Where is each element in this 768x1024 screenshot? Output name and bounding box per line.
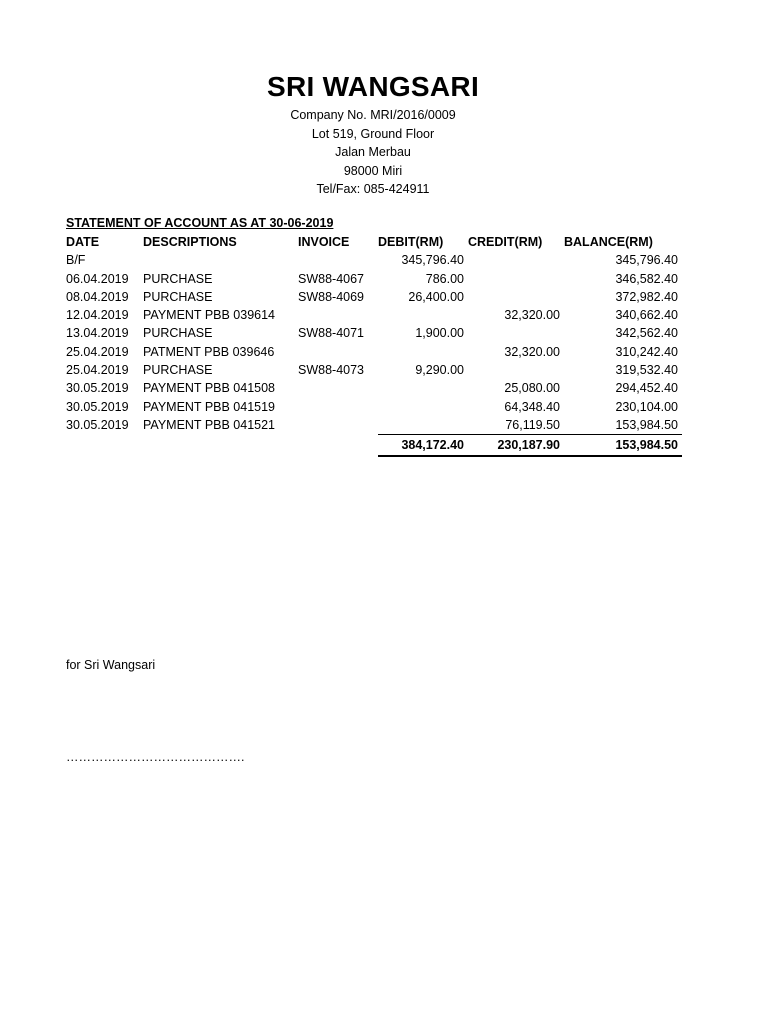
company-name: SRI WANGSARI bbox=[266, 71, 480, 102]
header-invoice: INVOICE bbox=[298, 235, 350, 249]
row-credit bbox=[468, 288, 564, 306]
row-debit bbox=[378, 343, 468, 361]
row-invoice bbox=[298, 398, 378, 416]
letterhead bbox=[0, 68, 746, 199]
table-row bbox=[66, 324, 682, 342]
row-debit: 345,796.40 bbox=[401, 253, 464, 268]
row-balance: 153,984.50 bbox=[615, 417, 678, 432]
row-debit: 786.00 bbox=[425, 271, 464, 286]
header-debit: DEBIT(RM) bbox=[378, 235, 444, 249]
row-debit: 9,290.00 bbox=[415, 363, 464, 378]
row-credit bbox=[468, 324, 564, 342]
row-debit bbox=[378, 398, 468, 416]
signature-line: ……………………………………. bbox=[66, 750, 245, 764]
row-invoice: SW88-4071 bbox=[298, 326, 365, 341]
row-description bbox=[143, 251, 298, 269]
row-balance: 310,242.40 bbox=[615, 344, 678, 359]
table-row bbox=[66, 288, 682, 306]
row-description: PURCHASE bbox=[143, 289, 213, 304]
row-balance: 345,796.40 bbox=[615, 253, 678, 268]
header-descriptions: DESCRIPTIONS bbox=[143, 235, 237, 249]
totals-row bbox=[66, 435, 682, 457]
row-date: 12.04.2019 bbox=[66, 308, 129, 323]
row-date: 30.05.2019 bbox=[66, 418, 129, 433]
row-description: PATMENT PBB 039646 bbox=[143, 344, 275, 359]
row-date: 13.04.2019 bbox=[66, 326, 129, 341]
table-row bbox=[66, 270, 682, 288]
row-credit: 76,119.50 bbox=[505, 417, 560, 432]
row-debit bbox=[378, 306, 468, 324]
row-invoice bbox=[298, 251, 378, 269]
statement-title: STATEMENT OF ACCOUNT AS AT 30-06-2019 bbox=[66, 216, 334, 230]
total-debit: 384,172.40 bbox=[378, 435, 468, 457]
row-date: 30.05.2019 bbox=[66, 381, 129, 396]
row-date: 08.04.2019 bbox=[66, 289, 129, 304]
row-debit: 1,900.00 bbox=[415, 326, 464, 341]
row-invoice bbox=[298, 379, 378, 397]
address-line-2: Jalan Merbau bbox=[335, 145, 411, 159]
header-date: DATE bbox=[66, 235, 100, 249]
address-line-1: Lot 519, Ground Floor bbox=[311, 126, 435, 141]
address-postcode-city: 98000 Miri bbox=[343, 163, 403, 178]
row-invoice bbox=[298, 343, 378, 361]
row-credit bbox=[468, 270, 564, 288]
row-date: 30.05.2019 bbox=[66, 399, 129, 414]
ledger-table bbox=[66, 233, 682, 457]
table-row bbox=[66, 361, 682, 379]
row-credit: 64,348.40 bbox=[504, 399, 560, 414]
row-balance: 230,104.00 bbox=[615, 399, 678, 414]
row-date: 06.04.2019 bbox=[66, 271, 129, 286]
row-credit: 25,080.00 bbox=[504, 381, 560, 396]
signature-for-text: for Sri Wangsari bbox=[66, 658, 156, 672]
table-row bbox=[66, 398, 682, 416]
row-balance: 346,582.40 bbox=[615, 271, 678, 286]
table-row bbox=[66, 306, 682, 324]
row-description: PAYMENT PBB 039614 bbox=[143, 308, 276, 323]
table-row bbox=[66, 379, 682, 397]
row-debit bbox=[378, 416, 468, 435]
row-invoice bbox=[298, 416, 378, 435]
row-date: 25.04.2019 bbox=[66, 344, 129, 359]
row-balance: 372,982.40 bbox=[615, 289, 678, 304]
table-row bbox=[66, 416, 682, 435]
company-number: Company No. MRI/2016/0009 bbox=[290, 108, 456, 122]
row-description: PAYMENT PBB 041519 bbox=[143, 399, 276, 414]
row-date: B/F bbox=[66, 253, 86, 268]
table-row bbox=[66, 251, 682, 269]
row-description: PURCHASE bbox=[143, 271, 213, 286]
total-balance: 153,984.50 bbox=[564, 435, 682, 457]
row-balance: 342,562.40 bbox=[615, 326, 678, 341]
row-balance: 319,532.40 bbox=[615, 363, 678, 378]
row-debit bbox=[378, 379, 468, 397]
row-balance: 340,662.40 bbox=[615, 308, 678, 323]
row-credit bbox=[468, 251, 564, 269]
table-row bbox=[66, 343, 682, 361]
row-invoice: SW88-4069 bbox=[298, 289, 365, 304]
header-balance: BALANCE(RM) bbox=[564, 235, 653, 249]
total-credit: 230,187.90 bbox=[468, 435, 564, 457]
row-debit: 26,400.00 bbox=[408, 289, 464, 304]
row-description: PURCHASE bbox=[143, 363, 213, 378]
header-credit: CREDIT(RM) bbox=[468, 235, 543, 249]
row-description: PURCHASE bbox=[143, 326, 213, 341]
row-balance: 294,452.40 bbox=[615, 381, 678, 396]
row-invoice bbox=[298, 306, 378, 324]
row-description: PAYMENT PBB 041508 bbox=[143, 381, 276, 396]
contact-tel-fax: Tel/Fax: 085-424911 bbox=[316, 182, 430, 196]
row-description: PAYMENT PBB 041521 bbox=[143, 418, 276, 433]
ledger-header-row bbox=[66, 233, 682, 251]
row-credit: 32,320.00 bbox=[504, 308, 560, 323]
row-credit: 32,320.00 bbox=[504, 344, 560, 359]
row-invoice: SW88-4073 bbox=[298, 363, 365, 378]
row-date: 25.04.2019 bbox=[66, 363, 129, 378]
row-invoice: SW88-4067 bbox=[298, 271, 365, 286]
row-credit bbox=[468, 361, 564, 379]
statement-of-account bbox=[66, 214, 682, 457]
